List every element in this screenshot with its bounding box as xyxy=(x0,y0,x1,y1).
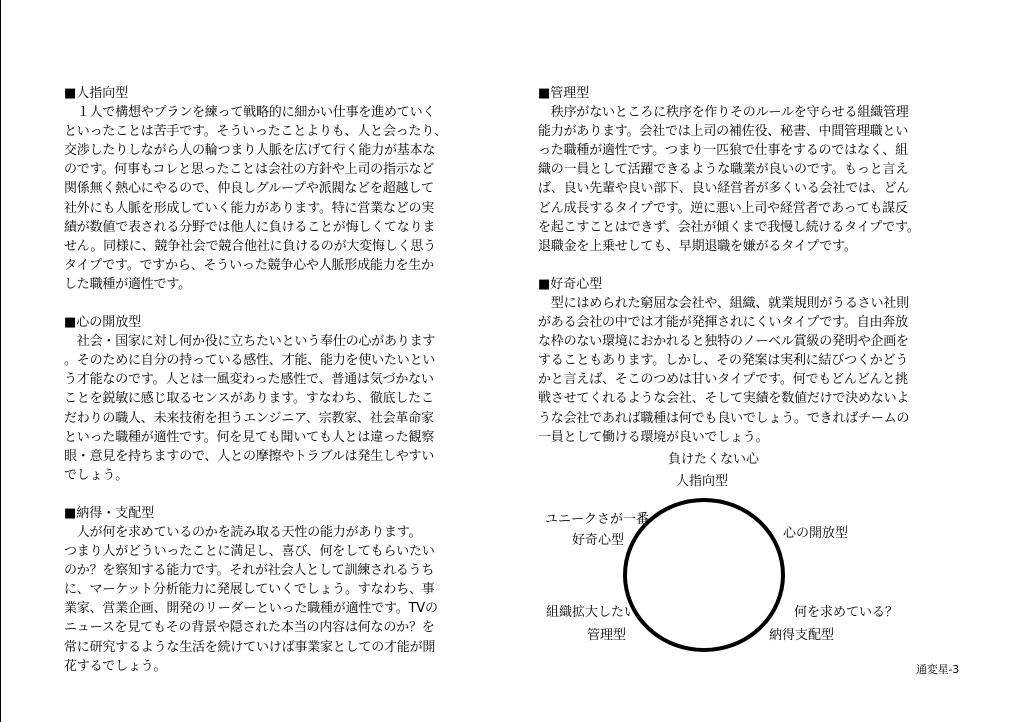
body-line: 業家、営業企画、開発のリーダーといった職種が適性です。TVの xyxy=(64,601,438,617)
label-right-upper: 心の開放型 xyxy=(783,526,849,541)
label-top-inner: 人指向型 xyxy=(676,474,729,489)
body-line: な枠のない環境におかれると独特のノーベル賞級の発明や企画を xyxy=(538,334,909,350)
body-line: 眼・意見を持ちますので、人との摩擦やトラブルは発生しやすい xyxy=(64,448,435,464)
body-line: 退職金を上乗せしても、早期退職を嫌がるタイプです。 xyxy=(538,238,857,254)
label-top-outer: 負けたくない心 xyxy=(668,452,760,467)
label-left-outer: ユニークさが一番 xyxy=(545,512,650,527)
body-line: だわりの職人、未来技術を担うエンジニア、宗教家、社会革命家 xyxy=(64,410,434,426)
label-lower-right-inner: 納得支配型 xyxy=(769,628,835,643)
body-line: 績が数値で表される分野では他人に負けることが悔しくてなりま xyxy=(64,219,436,235)
body-line: うな会社であれば職種は何でも良いでしょう。できればチームの xyxy=(538,410,910,426)
body-line: 。そのために自分の持っている感性、才能、能力を使いたいとい xyxy=(64,353,436,369)
body-line: でしょう。 xyxy=(64,467,129,483)
body-line: タイプです。ですから、そういった競争心や人脈形成能力を生か xyxy=(64,257,434,273)
label-left-inner: 好奇心型 xyxy=(572,533,625,548)
label-lower-right-outer: 何を求めている？ xyxy=(794,605,899,620)
body-line: どん成長するタイプです。逆に悪い上司や経営者であっても謀反 xyxy=(538,200,908,216)
body-line: がある会社の中では才能が発揮されにくいタイプです。自由奔放 xyxy=(538,315,908,331)
body-line: 型にはめられた窮屈な会社や、組織、就業規則がうるさい社則 xyxy=(538,295,909,311)
body-line: 社外にも人脈を形成していく能力があります。特に営業などの実 xyxy=(64,200,435,216)
body-line: のです。何事もコレと思ったことは会社の方針や上司の指示など xyxy=(64,162,435,178)
section-heading: ■管理型 xyxy=(538,86,590,101)
body-line: することもあります。しかし、その発案は実利に結びつくかどう xyxy=(538,353,909,369)
body-line: う才能なのです。人とは一風変わった感性で、普通は気づかない xyxy=(64,372,434,388)
body-line: 社会・国家に対し何か役に立ちたいという奉仕の心があります xyxy=(64,334,436,350)
body-line: せん。同様に、競争社会で競合他社に負けるのが大変悔しく思う xyxy=(64,238,436,254)
section-heading: ■心の開放型 xyxy=(64,315,142,331)
body-line: を起こすことはできず、会社が傾くまで我慢し続けるタイプです。 xyxy=(538,219,920,235)
body-line: 秩序がないところに秩序を作りそのルールを守らせる組織管理 xyxy=(538,105,909,121)
label-lower-left-inner: 管理型 xyxy=(587,628,627,643)
body-line: に、マーケット分析能力に発展していくでしょう。すなわち、事 xyxy=(64,582,435,598)
body-line: 花するでしょう。 xyxy=(64,658,167,674)
body-line: した職種が適性です。 xyxy=(64,276,191,292)
body-line: 一員として働ける環境が良いでしょう。 xyxy=(538,429,769,445)
label-lower-left-outer: 組織拡大したい xyxy=(546,605,638,620)
body-line: った職種が適性です。つまり一匹狼で仕事をするのではなく、組 xyxy=(538,143,908,159)
body-line: ニュースを見てもその背景や隠された本当の内容は何なのか？を xyxy=(64,620,435,636)
body-line: かと言えば、そこのつめは甘いタイプです。何でもどんどんと挑 xyxy=(538,372,908,388)
body-line: 織の一員として活躍できるような職業が良いのです。もっと言え xyxy=(538,162,909,178)
body-line: 能力があります。会社では上司の補佐役、秘書、中間管理職とい xyxy=(538,124,909,140)
page-number: 通変星-3 xyxy=(916,663,959,676)
section-heading: ■人指向型 xyxy=(64,86,129,101)
body-line: つまり人がどういったことに満足し、喜び、何をしてもらいたい xyxy=(64,544,435,560)
body-line: のか？を察知する能力です。それが社会人として訓練されるうち xyxy=(64,563,435,579)
body-line: 人が何を求めているのかを読み取る天性の能力があります。 xyxy=(64,524,422,540)
body-line: １人で構想やプランを練って戦略的に細かい仕事を進めていく xyxy=(64,105,436,121)
section-heading: ■好奇心型 xyxy=(538,276,603,292)
body-line: といったことは苦手です。そういったことよりも、人と会ったり、 xyxy=(64,124,447,140)
body-line: といった職種が適性です。何を見ても聞いても人とは違った観察 xyxy=(64,429,435,445)
body-line: 常に研究するような生活を続けていけば事業家としての才能が開 xyxy=(64,639,436,655)
body-line: 関係無く熱心にやるので、仲良しグループや派閥などを超越して xyxy=(64,181,434,197)
body-line: ことを鋭敏に感じ取るセンスがあります。すなわち、徹底したこ xyxy=(64,391,434,407)
body-line: ば、良い先輩や良い部下、良い経営者が多くいる会社では、どん xyxy=(538,181,910,197)
body-line: 戦させてくれるような会社、そして実績を数値だけで決めないよ xyxy=(538,391,910,407)
body-line: 交渉したりしながら人の輪つまり人脈を広げて行く能力が基本な xyxy=(64,143,436,159)
section-heading: ■納得・支配型 xyxy=(64,505,155,521)
